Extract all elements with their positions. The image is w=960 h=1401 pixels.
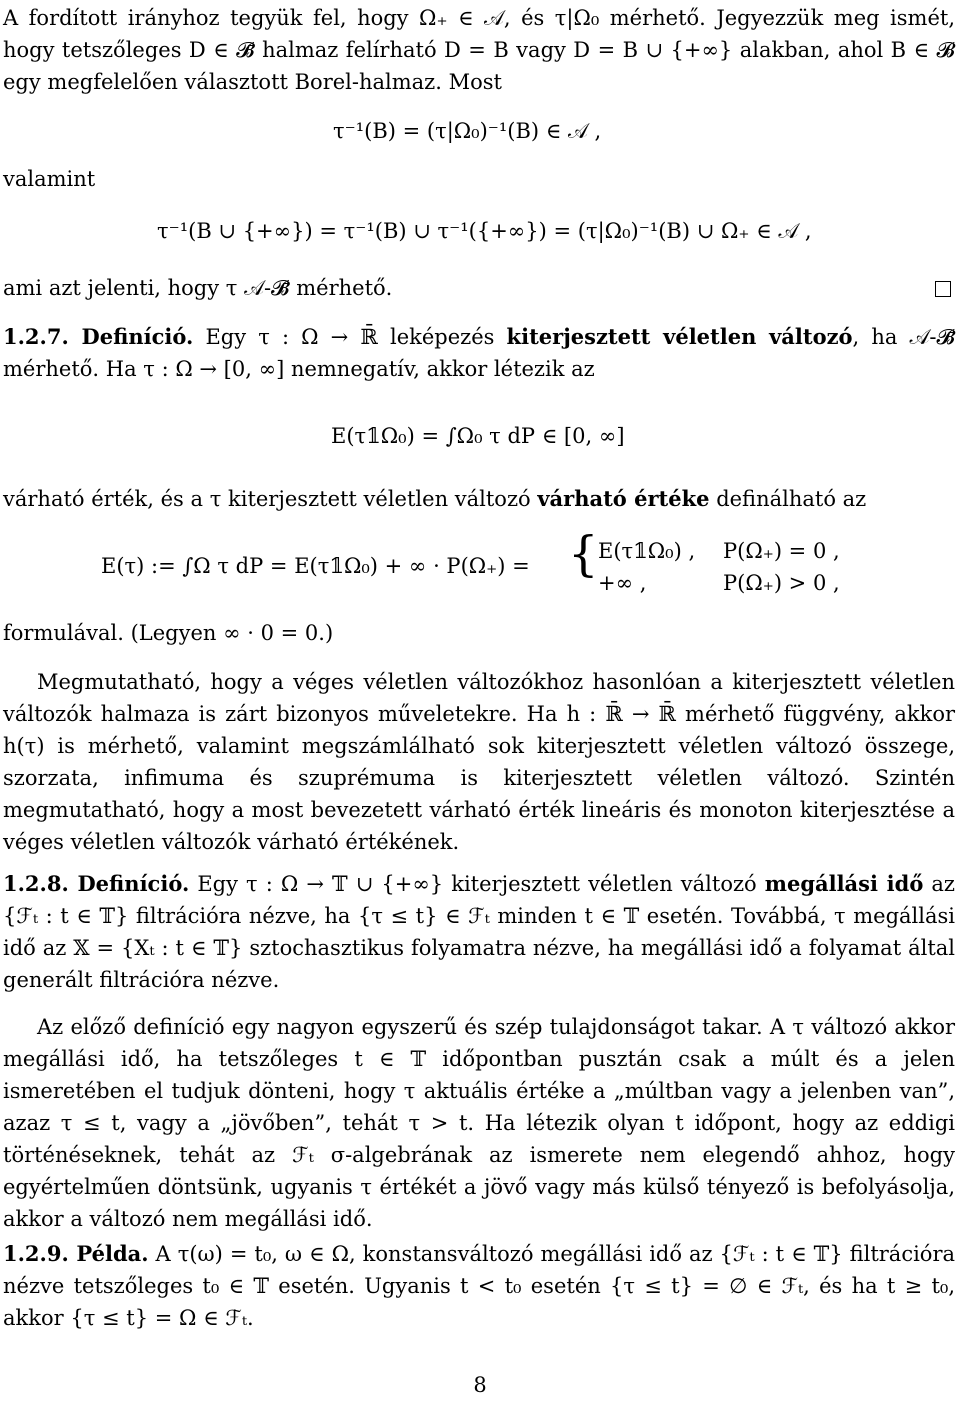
paragraph-closure-properties (3, 666, 955, 858)
page-number: 8 (473, 1373, 487, 1397)
cases-brace: { (568, 526, 599, 582)
paragraph-conclusion (3, 272, 392, 304)
case-1-value (598, 535, 695, 567)
case-1-value-text: E(τ𝟙Ω₀) , (598, 539, 696, 563)
equation-preimage-b (333, 115, 601, 147)
definition-1-2-7-text-b: , ha 𝒜-𝓑̄ mérhető. Ha τ : Ω → [0, ∞] nemnegatív, akkor létezik az (3, 325, 955, 381)
paragraph-stopping-time-intuition (3, 1011, 955, 1235)
paragraph-formula-note (3, 617, 333, 649)
definition-1-2-7-text-a: Egy τ : Ω → ℝ̄ leképezés (193, 325, 507, 349)
case-1-condition-text: P(Ω₊) = 0 , (723, 539, 840, 563)
paragraph-intro (3, 2, 955, 98)
definition-1-2-8-term: megállási idő (764, 871, 924, 896)
definition-1-2-7-term: kiterjesztett véletlen változó (506, 324, 853, 349)
paragraph-stopping-time-intuition-text: Az előző definíció egy nagyon egyszerű és szép tulajdonságot takar. A τ változó akkor megállási idő, ha tetszőleges t ∈ 𝕋 időpontban pusztán csak a múlt és a jelen ismeretében el tudjuk dönteni, hogy τ aktuális értéke a „múltban vagy a jelenben van”, azaz τ ≤ t, vagy a „jövőben”, tehát τ > t. Ha létezik olyan t időpont, hogy az eddigi történéseknek, tehát az ℱₜ σ-algebrának az ismerete nem elegendő ahhoz, hogy egyértelműen döntsünk, ugyanis τ értékét a jövő vagy más külső tényező is befolyásolja, akkor a változó nem megállási idő. (3, 1015, 955, 1231)
case-2-value (598, 567, 646, 599)
qed-square-icon (935, 281, 951, 297)
case-2-condition-text: P(Ω₊) > 0 , (723, 571, 840, 595)
equation-preimage-union (157, 215, 812, 247)
valamint-label (3, 163, 95, 195)
example-1-2-9-text: A τ(ω) = t₀, ω ∈ Ω, konstansváltozó megállási idő az {ℱₜ : t ∈ 𝕋} filtrációra nézve tetszőleges t₀ ∈ 𝕋 esetén. Ugyanis t < t₀ esetén {τ ≤ t} = ∅ ∈ ℱₜ, és ha t ≥ t₀, akkor {τ ≤ t} = Ω ∈ ℱₜ. (3, 1242, 955, 1330)
equation-extended-expectation (101, 550, 530, 582)
valamint-text: valamint (3, 167, 96, 191)
equation-extended-expectation-left: E(τ) := ∫Ω τ dP = E(τ𝟙Ω₀) + ∞ · P(Ω₊) = (101, 554, 530, 578)
case-2-condition (723, 567, 840, 599)
paragraph-formula-note-text: formulával. (Legyen ∞ · 0 = 0.) (3, 621, 334, 645)
equation-preimage-b-text: τ⁻¹(B) = (τ|Ω₀)⁻¹(B) ∈ 𝒜 , (333, 119, 602, 143)
paragraph-expected-value-term: várható értéke (537, 486, 710, 511)
definition-1-2-8-label: 1.2.8. Definíció. (3, 871, 190, 896)
definition-1-2-8-text-b: az {ℱₜ : t ∈ 𝕋} filtrációra nézve, ha {τ ≤ t} ∈ ℱₜ minden t ∈ 𝕋 esetén. Továbbá, τ megállási idő az 𝕏 = {Xₜ : t ∈ 𝕋} sztochasztikus folyamatra nézve, ha megállási idő a folyamat által generált filtrációra nézve. (3, 872, 955, 992)
case-1-condition (723, 535, 840, 567)
case-2-value-text: +∞ , (598, 571, 647, 595)
paragraph-intro-text: A fordított irányhoz tegyük fel, hogy Ω₊ ∈ 𝒜, és τ|Ω₀ mérhető. Jegyezzük meg ismét, hogy tetszőleges D ∈ 𝓑̄ halmaz felírható D = B vagy D = B ∪ {+∞} alakban, ahol B ∈ 𝓑 egy megfelelően választott Borel-halmaz. Most (3, 6, 955, 94)
definition-1-2-8-text-a: Egy τ : Ω → 𝕋 ∪ {+∞} kiterjesztett véletlen változó (189, 872, 765, 896)
definition-1-2-7-label: 1.2.7. Definíció. (3, 324, 194, 349)
definition-1-2-8 (3, 868, 955, 996)
paragraph-expected-value (3, 483, 866, 515)
paragraph-expected-value-text-a: várható érték, és a τ kiterjesztett véletlen változó (3, 487, 538, 511)
paragraph-expected-value-text-b: definálható az (709, 487, 867, 511)
example-1-2-9-label: 1.2.9. Példa. (3, 1241, 149, 1266)
paragraph-conclusion-text: ami azt jelenti, hogy τ 𝒜-𝓑̄ mérhető. (3, 276, 393, 300)
equation-expectation-omega0 (331, 420, 625, 452)
definition-1-2-7 (3, 321, 955, 385)
equation-preimage-union-text: τ⁻¹(B ∪ {+∞}) = τ⁻¹(B) ∪ τ⁻¹({+∞}) = (τ|Ω₀)⁻¹(B) ∪ Ω₊ ∈ 𝒜 , (157, 219, 812, 243)
example-1-2-9 (3, 1238, 955, 1334)
paragraph-closure-properties-text: Megmutatható, hogy a véges véletlen változókhoz hasonlóan a kiterjesztett véletlen változók halmaza is zárt bizonyos műveletekre. Ha h : ℝ̄ → ℝ̄ mérhető függvény, akkor h(τ) is mérhető, valamint megszámlálható sok kiterjesztett véletlen változó összege, szorzata, infimuma és szuprémuma is kiterjesztett véletlen változó. Szintén megmutatható, hogy a most bevezetett várható érték lineáris és monoton kiterjesztése a véges véletlen változók várható értékének. (3, 670, 955, 854)
equation-expectation-omega0-text: E(τ𝟙Ω₀) = ∫Ω₀ τ dP ∈ [0, ∞] (331, 424, 625, 448)
